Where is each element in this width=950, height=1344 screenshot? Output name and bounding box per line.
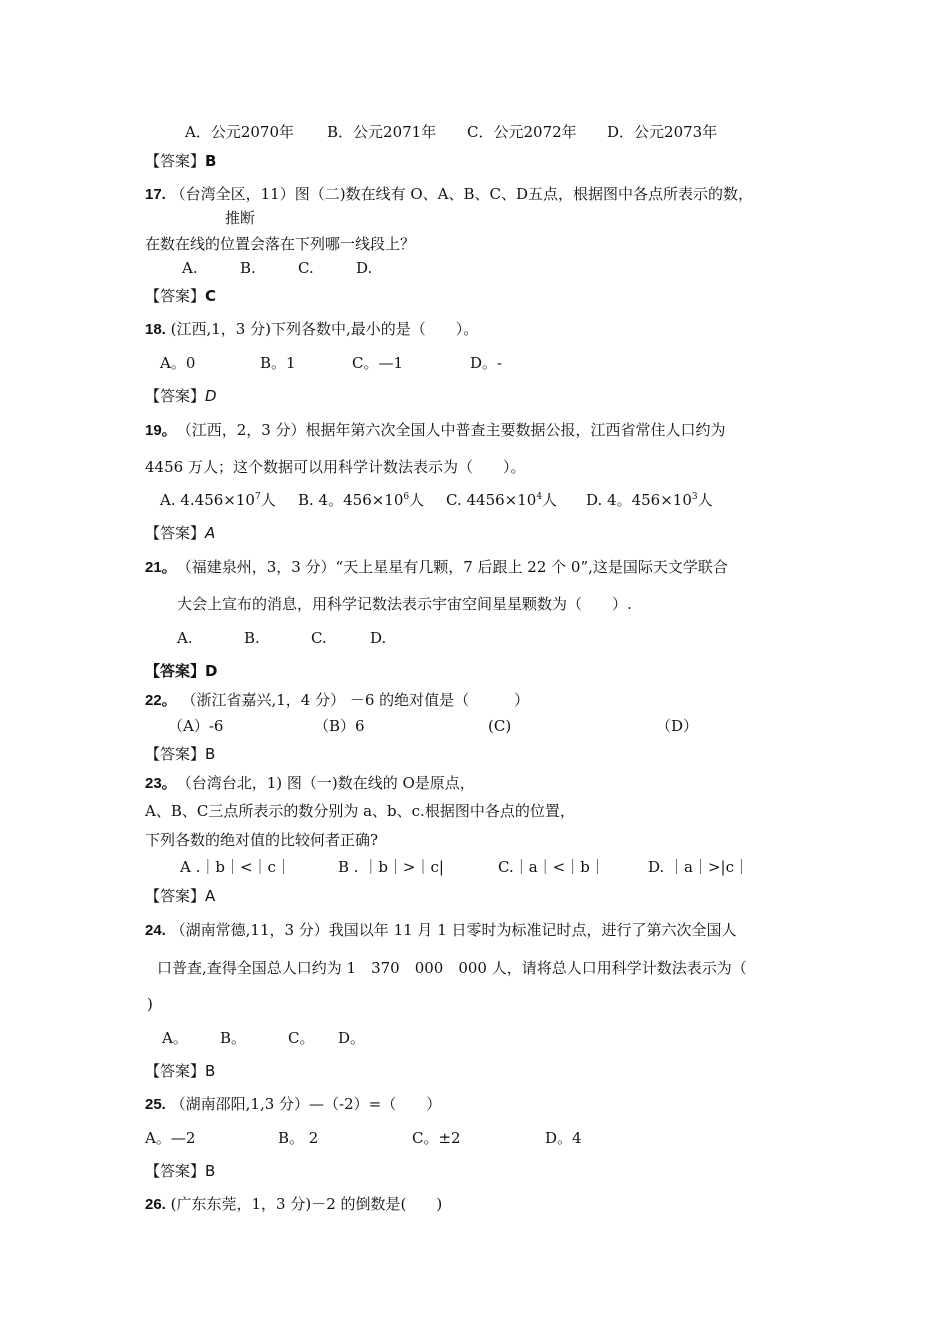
q23-stem-1 bbox=[145, 773, 475, 794]
question-number: 18. bbox=[145, 321, 166, 338]
q18-option-c: C。—1 bbox=[352, 354, 404, 372]
q24-option-b: B。 bbox=[220, 1029, 247, 1047]
option-base: A. 4.456×10 bbox=[160, 491, 255, 509]
question-text: （台湾台北，1) 图（一)数在线的 O是原点， bbox=[184, 774, 475, 792]
q22-option-d: （D） bbox=[656, 717, 699, 735]
answer-value: D bbox=[205, 662, 218, 680]
q18-options bbox=[160, 353, 502, 373]
q26-stem bbox=[145, 1194, 442, 1215]
question-number: 23。 bbox=[145, 775, 170, 792]
q24-option-c: C。 bbox=[288, 1029, 315, 1047]
q23-option-d: D. ｜a｜>|c｜ bbox=[648, 858, 749, 876]
q21-option-a: A. bbox=[177, 629, 193, 647]
q22-option-b: （B）6 bbox=[314, 717, 365, 735]
q25-options bbox=[145, 1128, 582, 1148]
option-unit: 人 bbox=[542, 491, 558, 509]
q21-option-d: D. bbox=[370, 629, 387, 647]
question-text: （湖南常德,11，3 分）我国以年 11 月 1 日零时为标准记时点，进行了第六次全国人 bbox=[170, 921, 737, 939]
q19-option-a bbox=[160, 490, 298, 510]
answer-value: B bbox=[205, 1062, 216, 1080]
question-number: 24. bbox=[145, 922, 166, 939]
q16-option-b: B．公元2071年 bbox=[327, 123, 437, 141]
answer-label: 【答案】 bbox=[145, 887, 206, 905]
answer-value: B bbox=[205, 745, 216, 763]
q19-options bbox=[160, 490, 713, 510]
q16-option-c: C．公元2072年 bbox=[467, 123, 577, 141]
q21-option-c: C. bbox=[311, 629, 327, 647]
q24-stem-1 bbox=[145, 920, 737, 941]
q24-option-a: A。 bbox=[162, 1029, 188, 1047]
q18-option-b: B。1 bbox=[260, 354, 296, 372]
q25-stem bbox=[145, 1094, 441, 1115]
question-text: （浙江省嘉兴,1，4 分） －6 的绝对值是（ ） bbox=[181, 691, 530, 709]
question-text: （江西，2，3 分）根据年第六次全国人中普查主要数据公报，江西省常住人口约为 bbox=[184, 421, 726, 439]
answer-label: 【答案】 bbox=[145, 1062, 206, 1080]
option-base: C. 4456×10 bbox=[446, 491, 537, 509]
q19-stem-1 bbox=[145, 420, 726, 441]
q24-stem-3: ) bbox=[147, 995, 153, 1013]
q23-options bbox=[180, 857, 749, 877]
question-number: 19。 bbox=[145, 422, 170, 439]
q24-option-d: D。 bbox=[338, 1029, 366, 1047]
q22-answer bbox=[145, 744, 215, 764]
q17-option-b: B. bbox=[240, 259, 256, 277]
q25-option-d: D。4 bbox=[545, 1129, 582, 1147]
q16-option-a: A．公元2070年 bbox=[185, 123, 295, 141]
q17-option-c: C. bbox=[298, 259, 314, 277]
option-exponent: 6 bbox=[403, 492, 410, 502]
q19-answer bbox=[145, 523, 215, 543]
q19-option-c bbox=[446, 490, 586, 510]
question-text: （福建泉州，3，3 分）“天上星星有几颗，7 后跟上 22 个 0”,这是国际天文学联合 bbox=[184, 558, 728, 576]
q16-answer bbox=[145, 151, 216, 171]
q19-option-b bbox=[298, 490, 446, 510]
answer-label: 【答案】 bbox=[145, 745, 206, 763]
q18-option-d: D。- bbox=[470, 354, 503, 372]
q24-stem-2: 口普查,查得全国总人口约为 1 370 000 000 人，请将总人口用科学计数法表示为（ bbox=[157, 959, 747, 977]
answer-value: B bbox=[205, 1162, 216, 1180]
answer-label: 【答案】 bbox=[145, 152, 206, 170]
answer-value: A bbox=[205, 524, 216, 542]
question-text: (江西,1，3 分)下列各数中,最小的是（ ）。 bbox=[170, 320, 479, 338]
option-exponent: 4 bbox=[536, 492, 543, 502]
question-number: 22。 bbox=[145, 692, 177, 709]
q17-stem-3: 在数在线的位置会落在下列哪一线段上？ bbox=[145, 235, 416, 253]
q17-stem-2: 推断 bbox=[225, 209, 256, 227]
option-exponent: 7 bbox=[254, 492, 261, 502]
q17-option-a: A. bbox=[182, 259, 198, 277]
q25-option-a: A。—2 bbox=[145, 1129, 196, 1147]
q23-option-a: A .｜b｜<｜c｜ bbox=[180, 858, 291, 876]
q22-option-a: （A）-6 bbox=[168, 717, 224, 735]
q23-option-c: C.｜a｜<｜b｜ bbox=[498, 858, 605, 876]
answer-value: D bbox=[205, 387, 217, 405]
q21-option-b: B. bbox=[244, 629, 260, 647]
answer-label: 【答案】 bbox=[145, 662, 206, 680]
q18-stem bbox=[145, 319, 478, 340]
answer-value: B bbox=[205, 152, 217, 170]
answer-value: C bbox=[205, 287, 217, 305]
option-unit: 人 bbox=[409, 491, 425, 509]
answer-label: 【答案】 bbox=[145, 524, 206, 542]
q21-answer bbox=[145, 661, 217, 681]
q16-options bbox=[185, 122, 717, 142]
answer-label: 【答案】 bbox=[145, 387, 206, 405]
q21-stem-1 bbox=[145, 557, 728, 578]
q22-options bbox=[168, 716, 698, 736]
answer-label: 【答案】 bbox=[145, 1162, 206, 1180]
q17-stem-1 bbox=[145, 184, 753, 205]
q17-answer bbox=[145, 286, 216, 306]
q23-answer bbox=[145, 886, 215, 906]
q25-answer bbox=[145, 1161, 215, 1181]
question-number: 21。 bbox=[145, 559, 170, 576]
option-unit: 人 bbox=[697, 491, 713, 509]
q24-answer bbox=[145, 1061, 215, 1081]
q16-option-d: D．公元2073年 bbox=[607, 123, 718, 141]
option-base: B. 4。456×10 bbox=[298, 491, 404, 509]
q18-option-a: A。0 bbox=[160, 354, 196, 372]
q21-stem-2: 大会上宣布的消息，用科学记数法表示宇宙空间星星颗数为（ ）. bbox=[177, 595, 632, 613]
q17-options bbox=[182, 258, 372, 278]
q23-stem-3: 下列各数的绝对值的比较何者正确? bbox=[145, 831, 379, 849]
q22-option-c: (C) bbox=[488, 717, 512, 735]
answer-label: 【答案】 bbox=[145, 287, 206, 305]
question-text: （湖南邵阳,1,3 分）—（-2）=（ ） bbox=[170, 1095, 442, 1113]
option-unit: 人 bbox=[260, 491, 276, 509]
q19-option-d bbox=[586, 490, 713, 510]
q18-answer bbox=[145, 386, 217, 406]
q23-stem-2: A、B、C三点所表示的数分别为 a、b、c.根据图中各点的位置， bbox=[145, 802, 575, 820]
question-text: (广东东莞，1，3 分)－2 的倒数是( ) bbox=[170, 1195, 443, 1213]
q17-option-d: D. bbox=[356, 259, 373, 277]
q19-stem-2: 4456 万人；这个数据可以用科学计数法表示为（ ）。 bbox=[145, 458, 526, 476]
q24-options bbox=[162, 1028, 365, 1048]
option-exponent: 3 bbox=[691, 492, 698, 502]
question-number: 26. bbox=[145, 1196, 166, 1213]
q25-option-b: B。 2 bbox=[278, 1129, 319, 1147]
q22-stem bbox=[145, 690, 529, 711]
option-base: D. 4。456×10 bbox=[586, 491, 692, 509]
q23-option-b: B . ｜b｜>｜c| bbox=[338, 858, 444, 876]
question-number: 17. bbox=[145, 186, 166, 203]
question-number: 25. bbox=[145, 1096, 166, 1113]
q25-option-c: C。±2 bbox=[412, 1129, 461, 1147]
question-text: （台湾全区，11）图（二)数在线有 O、A、B、C、D五点，根据图中各点所表示的数， bbox=[170, 185, 754, 203]
q21-options bbox=[177, 628, 386, 648]
answer-value: A bbox=[205, 887, 216, 905]
